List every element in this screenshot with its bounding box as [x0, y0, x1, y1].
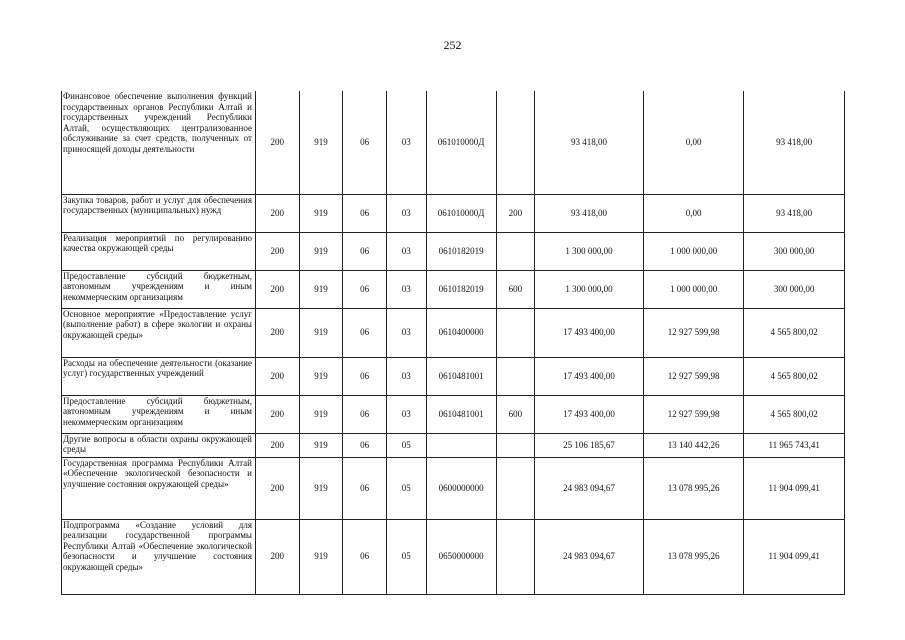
row-amount-approved-cell: 17 493 400,00 — [535, 308, 644, 357]
row-amount-approved-cell: 24 983 094,67 — [535, 519, 644, 594]
budget-table — [61, 91, 845, 595]
row-expense-type-cell: 200 — [496, 194, 535, 232]
row-amount-remaining-cell: 11 965 743,41 — [744, 433, 845, 457]
table-row — [62, 519, 845, 594]
row-amount-remaining-cell: 300 000,00 — [744, 232, 845, 270]
row-section-cell: 06 — [343, 91, 387, 194]
row-name-cell: Реализация мероприятий по регулированию качества окружающей среды — [62, 232, 256, 270]
row-grbs-cell: 200 — [255, 91, 299, 194]
row-subsection-cell: 03 — [386, 194, 426, 232]
row-amount-remaining-cell: 4 565 800,02 — [744, 395, 845, 433]
row-subsection-cell: 05 — [386, 457, 426, 519]
row-section-cell: 06 — [343, 357, 387, 395]
row-target-article-cell: 061010000Д — [426, 91, 496, 194]
row-ministry-cell: 919 — [299, 395, 343, 433]
row-target-article-cell: 061010000Д — [426, 194, 496, 232]
row-ministry-cell: 919 — [299, 232, 343, 270]
row-name-cell: Основное мероприятие «Предоставление услуг (выполнение работ) в сфере экологии и охраны окружающей среды» — [62, 308, 256, 357]
row-section-cell: 06 — [343, 395, 387, 433]
row-amount-executed-cell: 13 140 442,26 — [643, 433, 744, 457]
row-subsection-cell: 03 — [386, 357, 426, 395]
row-section-cell: 06 — [343, 457, 387, 519]
row-target-article-cell: 0610182019 — [426, 270, 496, 308]
row-expense-type-cell — [496, 232, 535, 270]
row-name-cell: Финансовое обеспечение выполнения функций государственных органов Республики Алтай и государственных учреждений Республики Алтай, осуществляющих централизованное обслуживание за счет средств, полученных от приносящей доходы деятельности — [62, 91, 256, 194]
row-ministry-cell: 919 — [299, 194, 343, 232]
row-subsection-cell: 03 — [386, 270, 426, 308]
row-section-cell: 06 — [343, 232, 387, 270]
row-amount-remaining-cell: 4 565 800,02 — [744, 357, 845, 395]
row-grbs-cell: 200 — [255, 270, 299, 308]
row-amount-approved-cell: 17 493 400,00 — [535, 357, 644, 395]
row-ministry-cell: 919 — [299, 270, 343, 308]
row-section-cell: 06 — [343, 433, 387, 457]
row-target-article-cell: 0600000000 — [426, 457, 496, 519]
row-amount-remaining-cell: 4 565 800,02 — [744, 308, 845, 357]
row-amount-approved-cell: 93 418,00 — [535, 91, 644, 194]
row-expense-type-cell — [496, 357, 535, 395]
row-section-cell: 06 — [343, 519, 387, 594]
row-amount-executed-cell: 13 078 995,26 — [643, 457, 744, 519]
row-ministry-cell: 919 — [299, 308, 343, 357]
table-row — [62, 433, 845, 457]
row-amount-executed-cell: 12 927 599,98 — [643, 357, 744, 395]
row-target-article-cell: 0650000000 — [426, 519, 496, 594]
page-number: 252 — [443, 38, 462, 52]
table-row — [62, 357, 845, 395]
row-expense-type-cell — [496, 91, 535, 194]
row-target-article-cell: 0610182019 — [426, 232, 496, 270]
row-amount-remaining-cell: 93 418,00 — [744, 91, 845, 194]
row-name-cell: Предоставление субсидий бюджетным, автономным учреждениям и иным некоммерческим организациям — [62, 270, 256, 308]
row-subsection-cell: 05 — [386, 433, 426, 457]
row-amount-approved-cell: 1 300 000,00 — [535, 232, 644, 270]
row-ministry-cell: 919 — [299, 357, 343, 395]
row-amount-executed-cell: 1 000 000,00 — [643, 232, 744, 270]
row-grbs-cell: 200 — [255, 457, 299, 519]
row-amount-approved-cell: 24 983 094,67 — [535, 457, 644, 519]
row-amount-approved-cell: 25 106 185,67 — [535, 433, 644, 457]
budget-table-body — [62, 91, 845, 594]
table-row — [62, 395, 845, 433]
table-row — [62, 232, 845, 270]
row-amount-remaining-cell: 11 904 099,41 — [744, 519, 845, 594]
table-row — [62, 194, 845, 232]
row-amount-remaining-cell: 300 000,00 — [744, 270, 845, 308]
table-row — [62, 308, 845, 357]
row-ministry-cell: 919 — [299, 519, 343, 594]
row-expense-type-cell — [496, 308, 535, 357]
row-amount-executed-cell: 0,00 — [643, 91, 744, 194]
row-amount-executed-cell: 13 078 995,26 — [643, 519, 744, 594]
table-row — [62, 457, 845, 519]
row-expense-type-cell — [496, 519, 535, 594]
row-target-article-cell — [426, 433, 496, 457]
row-target-article-cell: 0610400000 — [426, 308, 496, 357]
row-grbs-cell: 200 — [255, 357, 299, 395]
row-ministry-cell: 919 — [299, 457, 343, 519]
row-target-article-cell: 0610481001 — [426, 357, 496, 395]
row-section-cell: 06 — [343, 270, 387, 308]
row-name-cell: Государственная программа Республики Алтай «Обеспечение экологической безопасности и улучшение состояния окружающей среды» — [62, 457, 256, 519]
row-subsection-cell: 03 — [386, 395, 426, 433]
row-target-article-cell: 0610481001 — [426, 395, 496, 433]
row-amount-remaining-cell: 93 418,00 — [744, 194, 845, 232]
table-row — [62, 270, 845, 308]
row-amount-remaining-cell: 11 904 099,41 — [744, 457, 845, 519]
row-expense-type-cell — [496, 457, 535, 519]
row-grbs-cell: 200 — [255, 395, 299, 433]
row-name-cell: Подпрограмма «Создание условий для реализации государственной программы Республики Алтай «Обеспечение экологической безопасности и улучшение состояния окружающей среды» — [62, 519, 256, 594]
row-subsection-cell: 03 — [386, 232, 426, 270]
row-expense-type-cell: 600 — [496, 395, 535, 433]
row-amount-executed-cell: 0,00 — [643, 194, 744, 232]
row-amount-executed-cell: 12 927 599,98 — [643, 395, 744, 433]
row-subsection-cell: 05 — [386, 519, 426, 594]
row-grbs-cell: 200 — [255, 194, 299, 232]
row-amount-approved-cell: 17 493 400,00 — [535, 395, 644, 433]
row-name-cell: Предоставление субсидий бюджетным, автономным учреждениям и иным некоммерческим организациям — [62, 395, 256, 433]
row-name-cell: Закупка товаров, работ и услуг для обеспечения государственных (муниципальных) нужд — [62, 194, 256, 232]
row-ministry-cell: 919 — [299, 433, 343, 457]
row-section-cell: 06 — [343, 194, 387, 232]
row-amount-approved-cell: 1 300 000,00 — [535, 270, 644, 308]
row-amount-executed-cell: 1 000 000,00 — [643, 270, 744, 308]
row-grbs-cell: 200 — [255, 519, 299, 594]
row-grbs-cell: 200 — [255, 232, 299, 270]
row-amount-approved-cell: 93 418,00 — [535, 194, 644, 232]
row-ministry-cell: 919 — [299, 91, 343, 194]
row-grbs-cell: 200 — [255, 308, 299, 357]
row-expense-type-cell: 600 — [496, 270, 535, 308]
row-expense-type-cell — [496, 433, 535, 457]
row-section-cell: 06 — [343, 308, 387, 357]
row-amount-executed-cell: 12 927 599,98 — [643, 308, 744, 357]
row-subsection-cell: 03 — [386, 91, 426, 194]
row-subsection-cell: 03 — [386, 308, 426, 357]
row-name-cell: Расходы на обеспечение деятельности (оказание услуг) государственных учреждений — [62, 357, 256, 395]
row-name-cell: Другие вопросы в области охраны окружающей среды — [62, 433, 256, 457]
row-grbs-cell: 200 — [255, 433, 299, 457]
table-row — [62, 91, 845, 194]
